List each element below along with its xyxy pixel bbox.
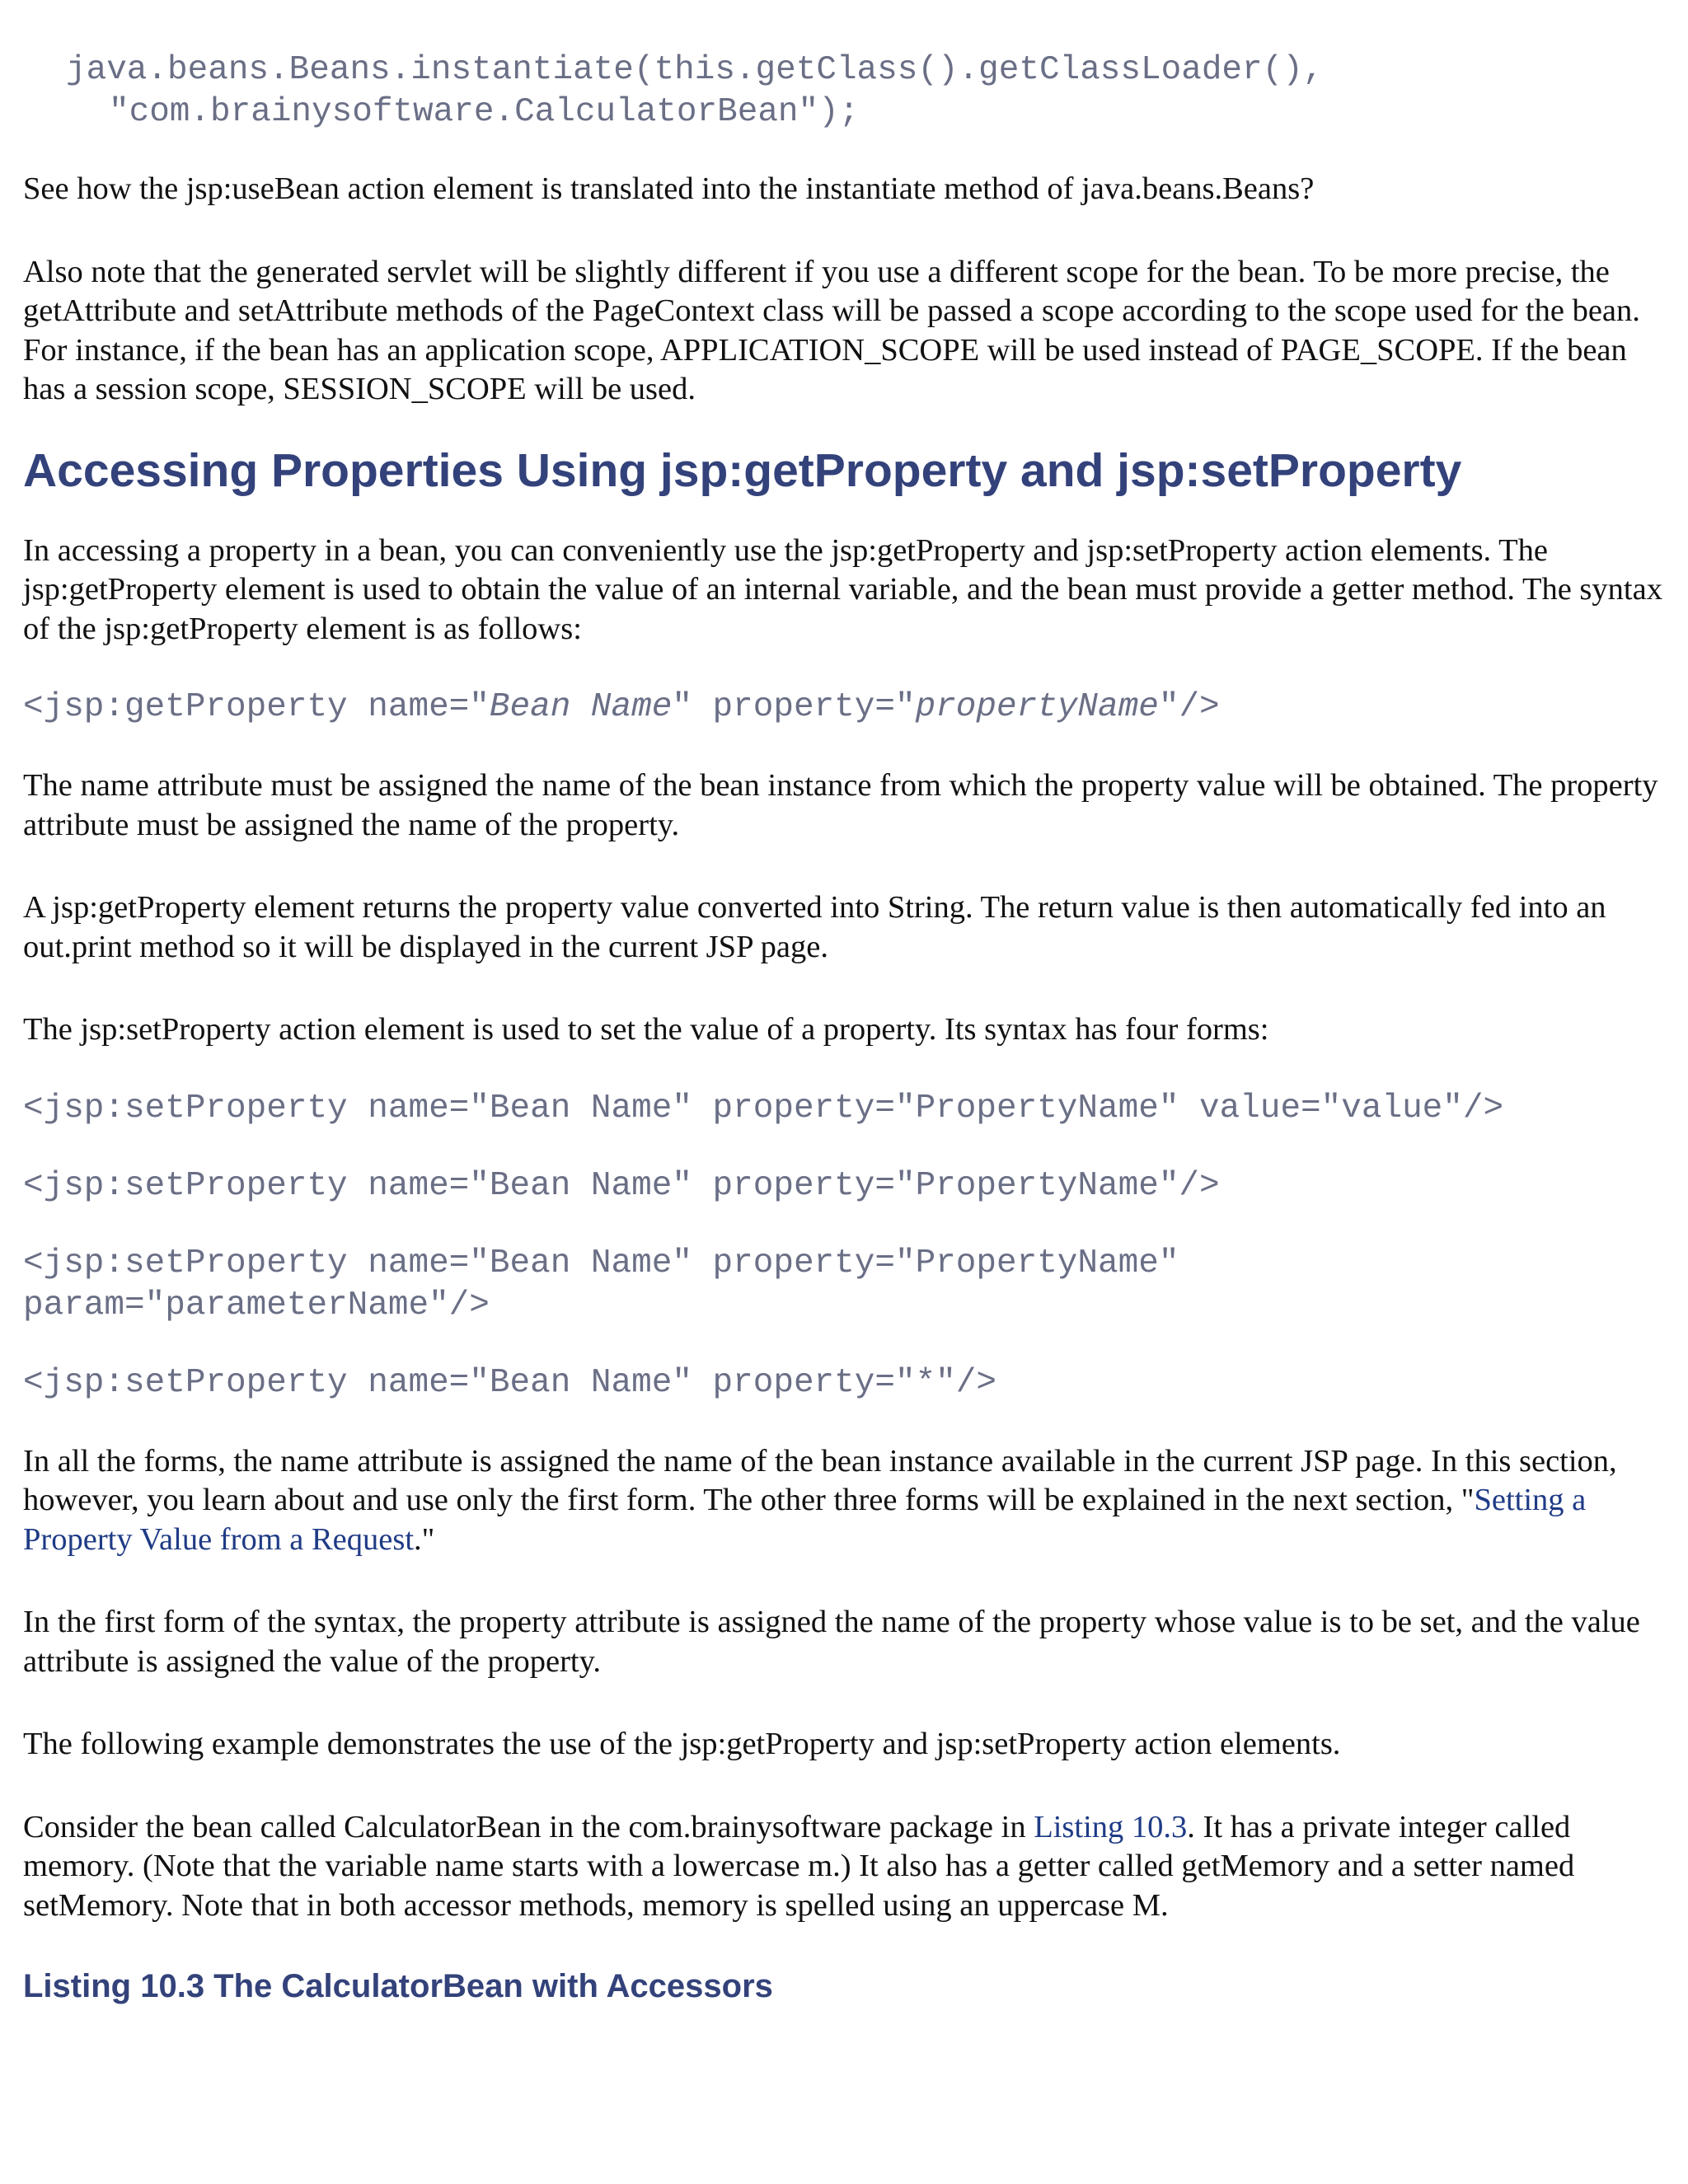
paragraph-text: ." bbox=[414, 1521, 435, 1557]
paragraph-accessing: In accessing a property in a bean, you can conveniently use the jsp:getProperty and jsp:setProperty action elements. The jsp:getProperty element is used to obtain the value of an internal variable, and the bean must provide a getter method. The syntax of the jsp:getProperty element is as follows: bbox=[23, 532, 1662, 646]
code-placeholder: propertyName bbox=[915, 688, 1159, 726]
code-text: " property=" bbox=[672, 688, 916, 726]
document-page bbox=[23, 49, 1667, 2006]
link-setting-property-value[interactable]: Setting a Property Value from a Request bbox=[23, 1483, 1587, 1557]
paragraph-returns-string: A jsp:getProperty element returns the property value converted into String. The return value is then automatically fed into an out.print method so it will be displayed in the current JSP page. bbox=[23, 890, 1606, 964]
paragraph-scope: Also note that the generated servlet will be slightly different if you use a different scope for the bean. To be more precise, the getAttribute and setAttribute methods of the PageContext class will be passed a scope according to the scope used for the bean. For instance, if the bean has an application scope, APPLICATION_SCOPE will be used instead of PAGE_SCOPE. If the bean has a session scope, SESSION_SCOPE will be used. bbox=[23, 254, 1640, 406]
paragraph-calculator-bean bbox=[23, 1808, 1667, 1926]
code-line: java.beans.Beans.instantiate(this.getClass().getClassLoader(), bbox=[66, 51, 1324, 89]
code-line: <jsp:setProperty name="Bean Name" property="PropertyName" bbox=[23, 1244, 1179, 1282]
code-line: "com.brainysoftware.CalculatorBean"); bbox=[109, 93, 860, 131]
paragraph-setproperty: The jsp:setProperty action element is used to set the value of a property. Its syntax has four forms: bbox=[23, 1012, 1269, 1047]
paragraph-text: Consider the bean called CalculatorBean in the com.brainysoftware package in bbox=[23, 1809, 1034, 1844]
code-instantiate bbox=[23, 49, 1667, 134]
code-getproperty bbox=[23, 687, 1667, 729]
code-setproperty-form2: <jsp:setProperty name="Bean Name" property="PropertyName"/> bbox=[23, 1166, 1220, 1205]
paragraph-example: The following example demonstrates the use of the jsp:getProperty and jsp:setProperty action elements. bbox=[23, 1727, 1341, 1761]
section-heading: Accessing Properties Using jsp:getProperty and jsp:setProperty bbox=[23, 443, 1462, 497]
paragraph-text: In all the forms, the name attribute is assigned the name of the bean instance available in the current JSP page. In this section, however, you learn about and use only the first form. The other three forms will be explained in the next section, " bbox=[23, 1443, 1617, 1517]
paragraph-text: . It has a private integer called memory. (Note that the variable name starts with a lowercase m.) It also has a getter called getMemory and a setter named setMemory. Note that in both accessor methods, memory is spelled using an uppercase M. bbox=[23, 1809, 1575, 1923]
paragraph-first-form: In the first form of the syntax, the property attribute is assigned the name of the property whose value is to be set, and the value attribute is assigned the value of the property. bbox=[23, 1605, 1640, 1679]
code-setproperty-form3 bbox=[23, 1243, 1667, 1327]
code-line: param="parameterName"/> bbox=[23, 1286, 490, 1324]
paragraph-all-forms bbox=[23, 1442, 1667, 1560]
link-listing-10-3[interactable]: Listing 10.3 bbox=[1034, 1809, 1188, 1844]
code-text: "/> bbox=[1158, 688, 1220, 726]
paragraph-name-attribute: The name attribute must be assigned the name of the bean instance from which the property value will be obtained. The property attribute must be assigned the name of the property. bbox=[23, 768, 1658, 842]
code-placeholder: Bean Name bbox=[489, 688, 673, 726]
code-setproperty-form4: <jsp:setProperty name="Bean Name" property="*"/> bbox=[23, 1363, 996, 1402]
code-setproperty-form1: <jsp:setProperty name="Bean Name" property="PropertyName" value="value"/> bbox=[23, 1089, 1504, 1127]
paragraph-usebean: See how the jsp:useBean action element is translated into the instantiate method of java.beans.Beans? bbox=[23, 171, 1315, 206]
code-text: <jsp:getProperty name=" bbox=[23, 688, 490, 726]
listing-heading: Listing 10.3 The CalculatorBean with Accessors bbox=[23, 1968, 773, 2004]
